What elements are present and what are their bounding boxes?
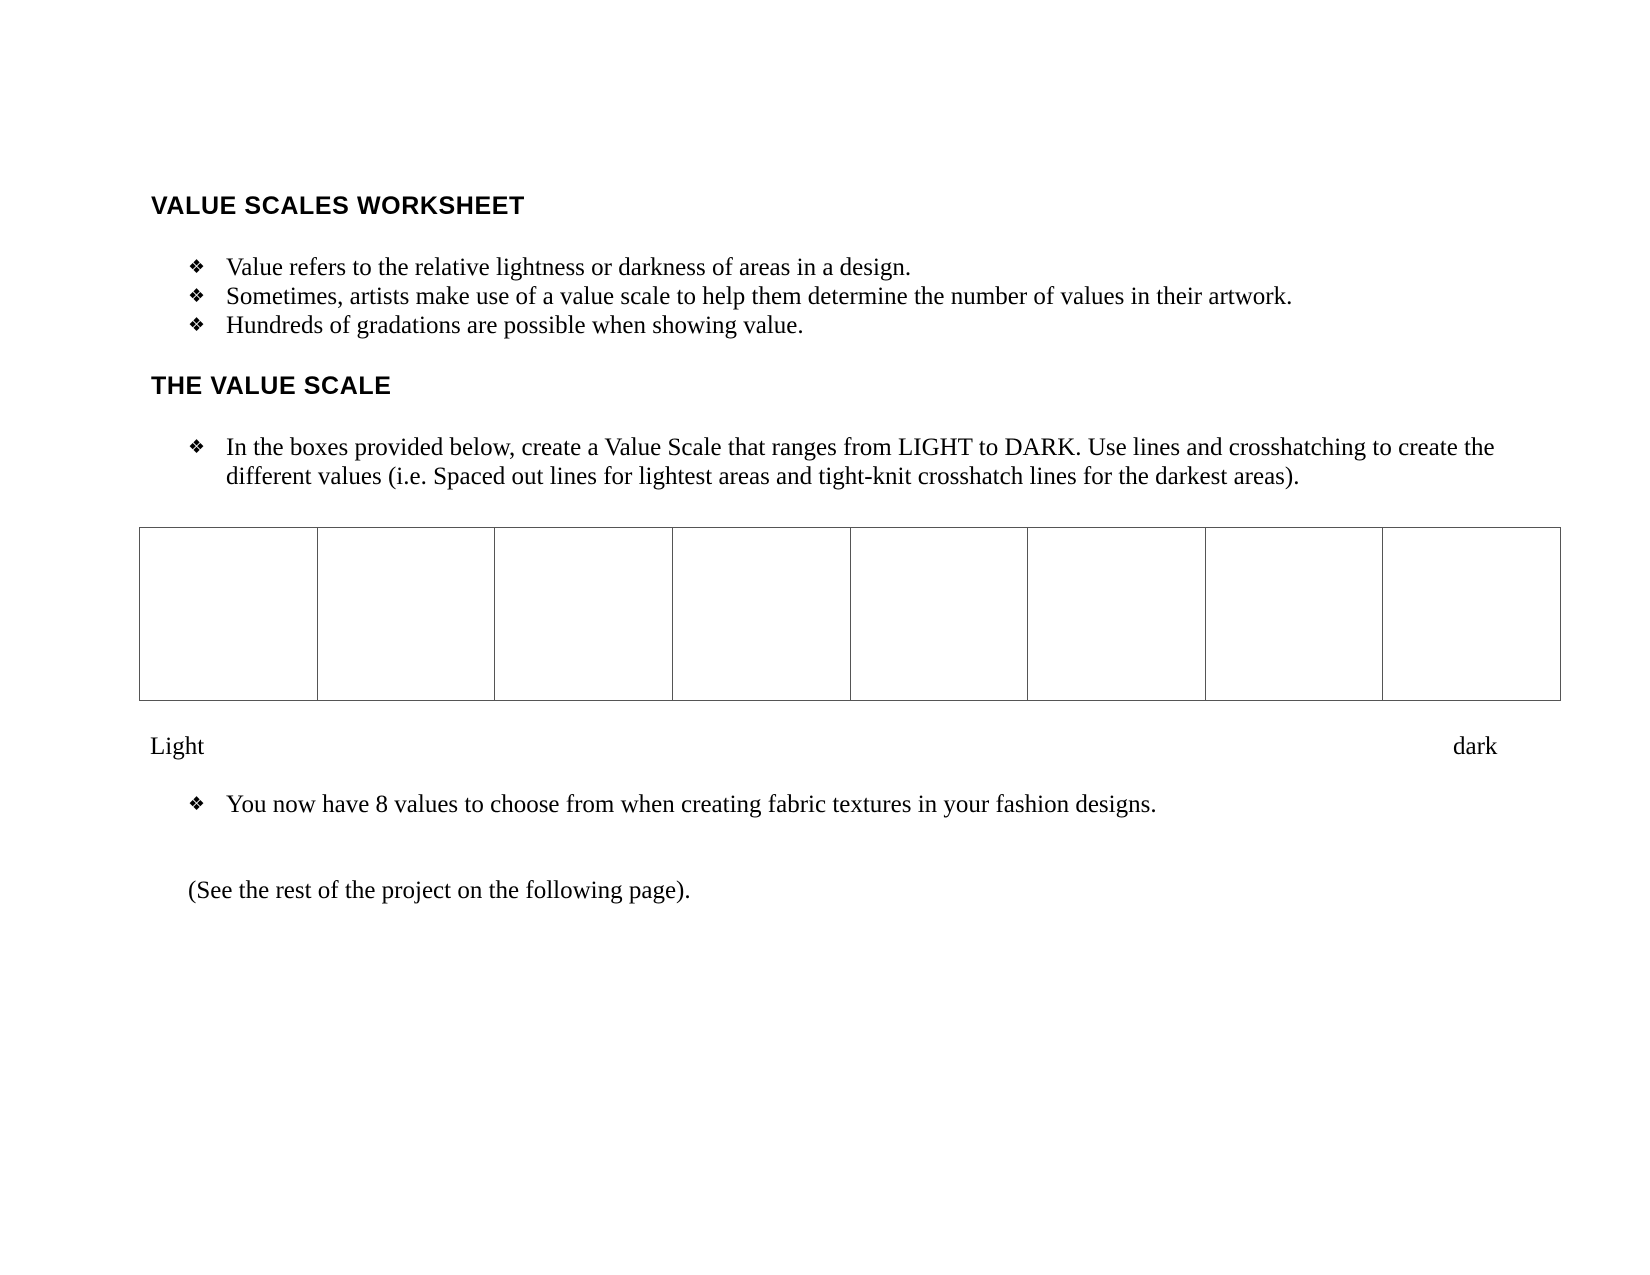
bullet-item — [188, 282, 1518, 311]
diamond-bullet-icon: ❖ — [188, 285, 206, 307]
value-box-7 — [1205, 528, 1383, 700]
diamond-bullet-icon: ❖ — [188, 314, 206, 336]
diamond-bullet-icon: ❖ — [188, 256, 206, 278]
closing-bullet-list — [188, 790, 1518, 819]
diamond-bullet-icon: ❖ — [188, 793, 206, 815]
value-box-4 — [672, 528, 850, 700]
intro-bullet-list — [188, 253, 1518, 340]
bullet-item — [188, 790, 1518, 819]
dark-label: dark — [1453, 733, 1498, 760]
bullet-text: Hundreds of gradations are possible when showing value. — [226, 312, 804, 339]
section-title: THE VALUE SCALE — [151, 372, 392, 400]
worksheet-title: VALUE SCALES WORKSHEET — [151, 192, 525, 220]
footer-note: (See the rest of the project on the following page). — [188, 877, 691, 904]
bullet-item — [188, 433, 1518, 491]
instruction-bullet-list — [188, 433, 1518, 491]
light-label: Light — [150, 733, 205, 760]
diamond-bullet-icon: ❖ — [188, 436, 206, 458]
bullet-item — [188, 253, 1518, 282]
value-box-1 — [140, 528, 317, 700]
value-box-6 — [1027, 528, 1205, 700]
value-scale-boxes — [139, 527, 1561, 701]
bullet-text: Sometimes, artists make use of a value scale to help them determine the number of values in their artwork. — [226, 283, 1293, 310]
bullet-item — [188, 311, 1518, 340]
bullet-text: Value refers to the relative lightness or darkness of areas in a design. — [226, 254, 912, 281]
bullet-text: In the boxes provided below, create a Value Scale that ranges from LIGHT to DARK. Use lines and crosshatching to create the different values (i.e. Spaced out lines for lightest areas and tight-knit crosshatch lines for the darkest areas). — [226, 434, 1495, 490]
value-box-2 — [317, 528, 495, 700]
value-box-3 — [494, 528, 672, 700]
value-box-5 — [850, 528, 1028, 700]
value-box-8 — [1382, 528, 1560, 700]
bullet-text: You now have 8 values to choose from when creating fabric textures in your fashion designs. — [226, 791, 1157, 818]
